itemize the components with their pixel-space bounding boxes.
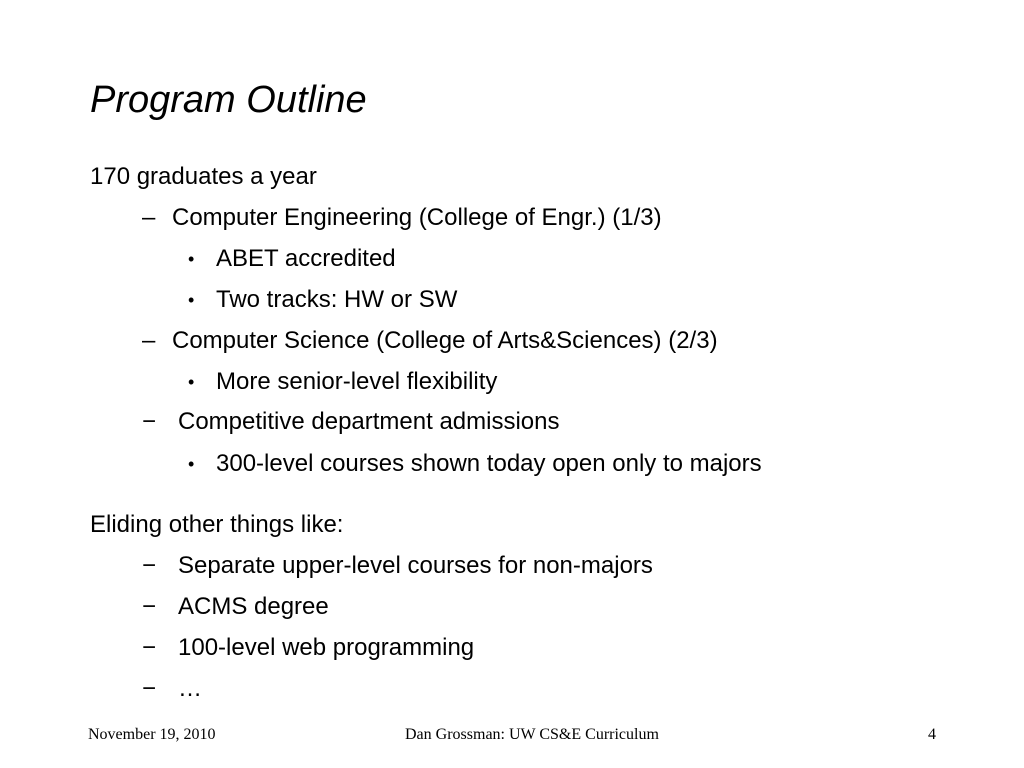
bullet-level3-text: Two tracks: HW or SW — [216, 286, 458, 313]
bullet-level2-text: Competitive department admissions — [178, 408, 560, 435]
bullet-level1-text: Eliding other things like: — [90, 511, 344, 538]
page-number: 4 — [928, 726, 936, 743]
slide-title: Program Outline — [90, 79, 367, 121]
footer-date: November 19, 2010 — [88, 726, 216, 743]
footer-title: Dan Grossman: UW CS&E Curriculum — [405, 726, 659, 743]
bullet-level2-text: Separate upper-level courses for non-majors — [178, 552, 653, 579]
dash-marker: – — [142, 327, 156, 354]
bullet-level2-text: 100-level web programming — [178, 634, 475, 661]
minus-marker: − — [142, 593, 157, 620]
minus-marker: − — [142, 552, 157, 579]
bullet-marker: • — [188, 290, 195, 310]
bullet-level3-text: 300-level courses shown today open only to majors — [216, 450, 762, 477]
bullet-level2-text: Computer Science (College of Arts&Sciences) (2/3) — [172, 327, 718, 354]
bullet-level3-text: ABET accredited — [216, 245, 396, 272]
bullet-marker: • — [188, 372, 195, 392]
minus-marker: − — [142, 634, 157, 661]
minus-marker: − — [142, 408, 157, 435]
bullet-level2-text: ACMS degree — [178, 593, 329, 620]
bullet-marker: • — [188, 249, 195, 269]
minus-marker: − — [142, 675, 157, 702]
dash-marker: – — [142, 204, 156, 231]
bullet-level2-text: … — [178, 675, 202, 702]
bullet-level2-text: Computer Engineering (College of Engr.) (1/3) — [172, 204, 662, 231]
bullet-level3-text: More senior-level flexibility — [216, 368, 498, 395]
bullet-level1-text: 170 graduates a year — [90, 163, 317, 190]
bullet-marker: • — [188, 454, 195, 474]
